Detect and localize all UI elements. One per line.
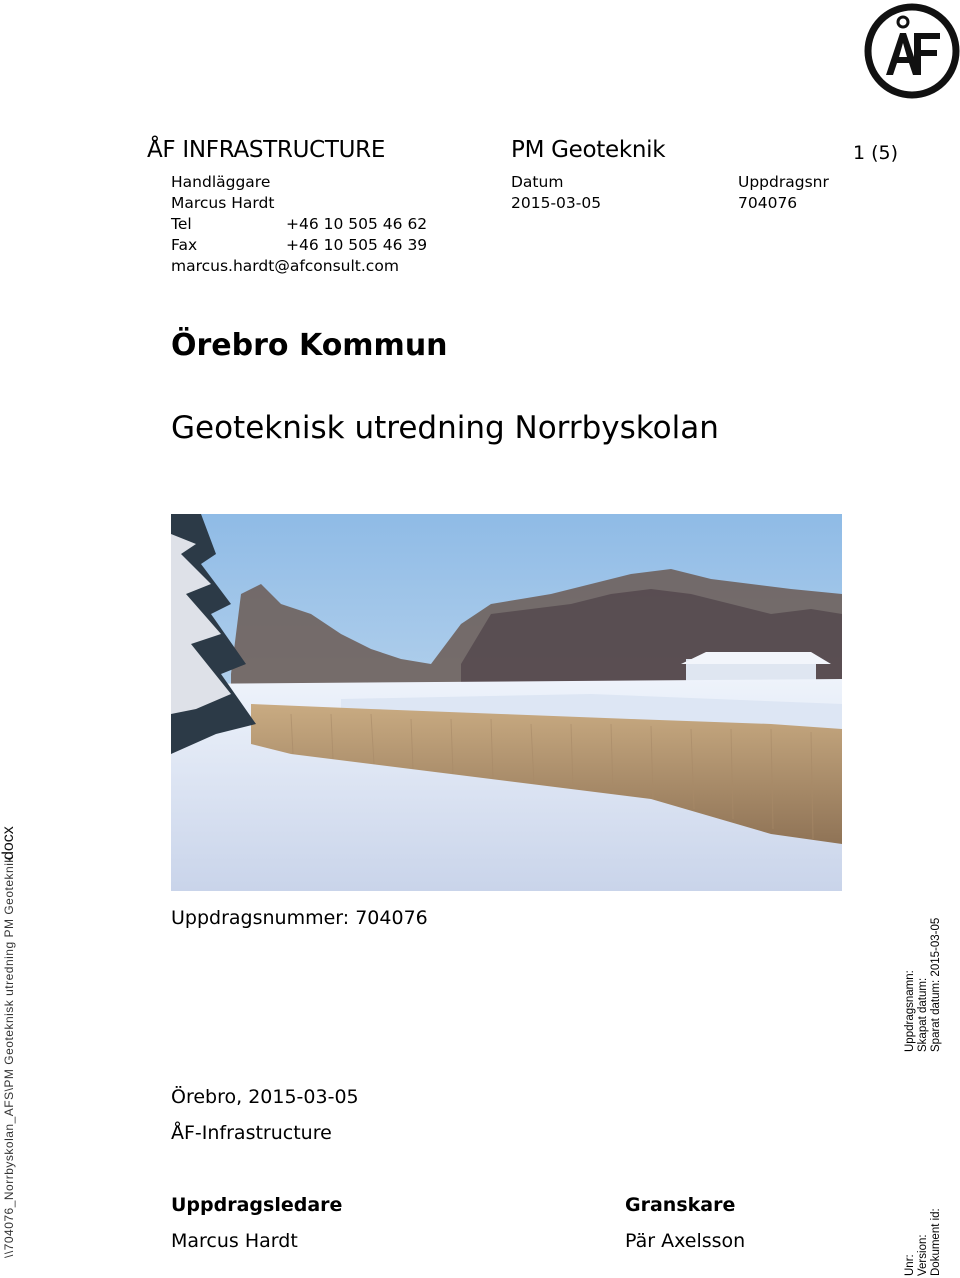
page-indicator: 1 (5) xyxy=(853,142,899,164)
document-type: PM Geoteknik xyxy=(511,137,666,163)
leader-name: Marcus Hardt xyxy=(171,1230,298,1252)
assignment-label: Uppdragsnr xyxy=(738,173,829,191)
leader-label: Uppdragsledare xyxy=(171,1194,343,1216)
af-logo xyxy=(864,3,960,99)
file-path: \\704076_Norrbyskolan_AFS\PM Geoteknisk utredning PM Geoteknik xyxy=(2,856,16,1258)
company-name: ÅF INFRASTRUCTURE xyxy=(147,137,386,163)
assignment-number-line: Uppdragsnummer: 704076 xyxy=(171,907,428,929)
document-subtitle: Geoteknisk utredning Norrbyskolan xyxy=(171,410,719,446)
vertical-meta-created-date: Skapat datum: xyxy=(917,977,929,1052)
vertical-meta-version: Version: xyxy=(917,1234,929,1276)
place-date: Örebro, 2015-03-05 xyxy=(171,1086,359,1108)
vertical-meta-unr: Unr: xyxy=(904,1254,916,1276)
vertical-meta-assignment-name: Uppdragsnamn: xyxy=(904,970,916,1052)
fax-label: Fax xyxy=(171,236,198,254)
vertical-meta-document-id: Dokument id: xyxy=(930,1208,942,1276)
reviewer-label: Granskare xyxy=(625,1194,736,1216)
organization: ÅF-Infrastructure xyxy=(171,1122,332,1144)
cover-photo xyxy=(171,514,842,891)
tel-value: +46 10 505 46 62 xyxy=(286,215,428,233)
client-title: Örebro Kommun xyxy=(171,328,448,363)
handler-name: Marcus Hardt xyxy=(171,194,275,212)
email: marcus.hardt@afconsult.com xyxy=(171,257,399,275)
date-value: 2015-03-05 xyxy=(511,194,602,212)
date-label: Datum xyxy=(511,173,564,191)
vertical-meta-saved-date: Sparat datum: 2015-03-05 xyxy=(930,917,942,1052)
assignment-value: 704076 xyxy=(738,194,798,212)
reviewer-name: Pär Axelsson xyxy=(625,1230,746,1252)
file-extension: docx xyxy=(0,826,17,860)
handler-label: Handläggare xyxy=(171,173,271,191)
left-margin-file-path xyxy=(0,820,22,1260)
fax-value: +46 10 505 46 39 xyxy=(286,236,428,254)
tel-label: Tel xyxy=(171,215,192,233)
